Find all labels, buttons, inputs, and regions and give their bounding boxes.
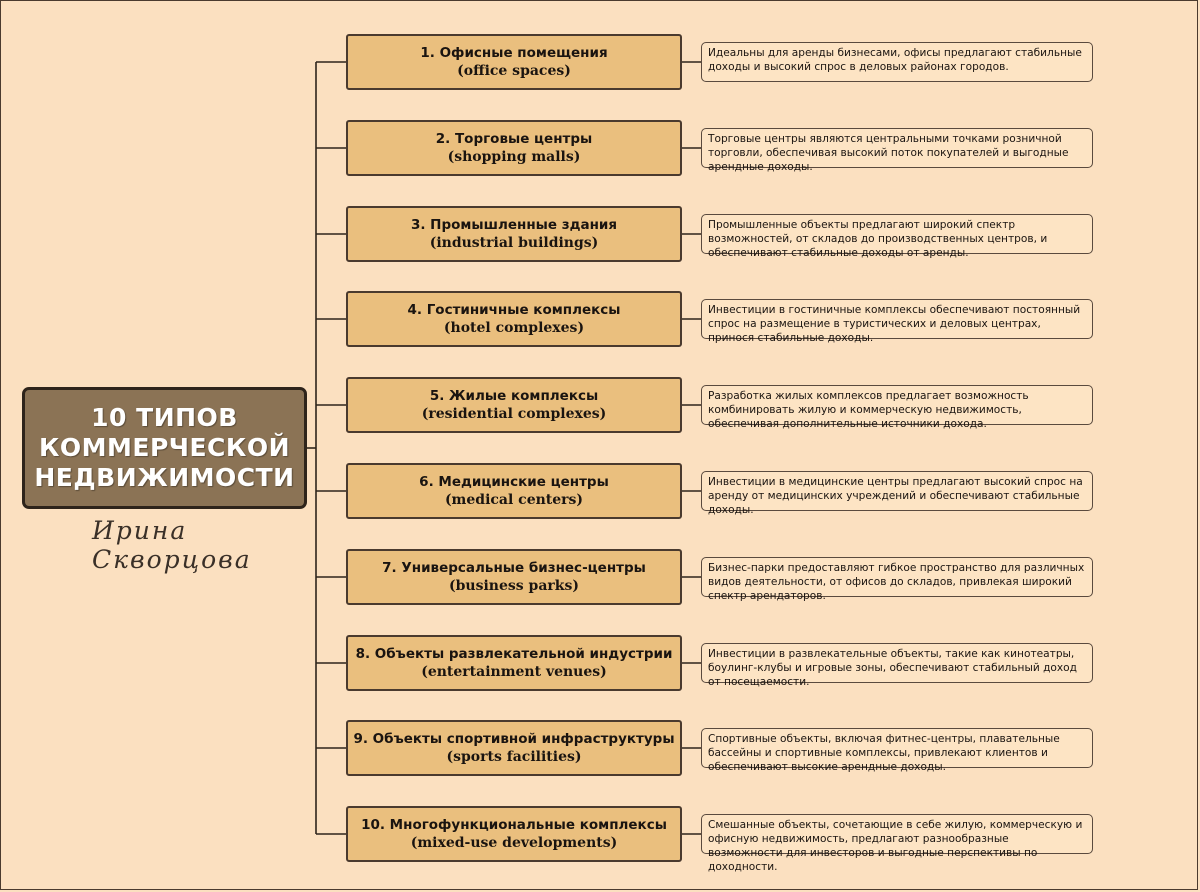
type-title: 4. Гостиничные комплексы [407,302,621,318]
type-subtitle: (sports facilities) [446,749,582,765]
type-subtitle: (industrial buildings) [429,235,599,251]
type-title: 2. Торговые центры [435,131,593,147]
root-node [22,387,307,509]
description-node: Бизнес-парки предоставляют гибкое пространство для различных видов деятельности, от офисов до складов, привлекая широкий спектр арендаторов. [701,557,1093,597]
type-node [346,549,682,605]
type-node [346,463,682,519]
description-node: Спортивные объекты, включая фитнес-центры, плавательные бассейны и спортивные комплексы, привлекают клиентов и обеспечивают высокие арендные доходы. [701,728,1093,768]
type-title: 8. Объекты развлекательной индустрии [355,646,673,662]
type-subtitle: (entertainment venues) [421,664,607,680]
type-title: 9. Объекты спортивной инфраструктуры [353,731,675,747]
author-signature: Ирина Скворцова [92,516,252,574]
type-subtitle: (office spaces) [457,63,571,79]
type-node [346,120,682,176]
description-node: Разработка жилых комплексов предлагает возможность комбинировать жилую и коммерческую недвижимость, обеспечивая дополнительные источники дохода. [701,385,1093,425]
type-node [346,206,682,262]
type-title: 5. Жилые комплексы [429,388,599,404]
type-node [346,635,682,691]
type-node [346,291,682,347]
root-title: 10 ТИПОВ КОММЕРЧЕСКОЙ НЕДВИЖИМОСТИ [34,403,295,492]
description-node: Торговые центры являются центральными точками розничной торговли, обеспечивая высокий поток покупателей и выгодные арендные доходы. [701,128,1093,168]
description-node: Инвестиции в развлекательные объекты, такие как кинотеатры, боулинг-клубы и игровые зоны, обеспечивают стабильный доход от посещаемости. [701,643,1093,683]
type-subtitle: (medical centers) [444,492,584,508]
type-title: 3. Промышленные здания [410,217,618,233]
type-subtitle: (mixed-use developments) [410,835,618,851]
type-node [346,806,682,862]
type-subtitle: (residential complexes) [421,406,607,422]
description-node: Промышленные объекты предлагают широкий спектр возможностей, от складов до производственных центров, и обеспечивают стабильные доходы от аренды. [701,214,1093,254]
type-title: 10. Многофункциональные комплексы [361,817,667,833]
description-node: Инвестиции в гостиничные комплексы обеспечивают постоянный спрос на размещение в туристических и деловых центрах, принося стабильные доходы. [701,299,1093,339]
type-subtitle: (shopping malls) [447,149,581,165]
type-subtitle: (business parks) [449,578,579,594]
type-title: 1. Офисные помещения [420,45,608,61]
description-node: Инвестиции в медицинские центры предлагают высокий спрос на аренду от медицинских учреждений и обеспечивают стабильные доходы. [701,471,1093,511]
type-node [346,377,682,433]
type-node [346,720,682,776]
type-node [346,34,682,90]
type-title: 6. Медицинские центры [419,474,609,490]
type-subtitle: (hotel complexes) [443,320,585,336]
description-node: Идеальны для аренды бизнесами, офисы предлагают стабильные доходы и высокий спрос в деловых районах городов. [701,42,1093,82]
type-title: 7. Универсальные бизнес-центры [382,560,646,576]
description-node: Смешанные объекты, сочетающие в себе жилую, коммерческую и офисную недвижимость, предлагают разнообразные возможности для инвесторов и выгодные перспективы по доходности. [701,814,1093,854]
